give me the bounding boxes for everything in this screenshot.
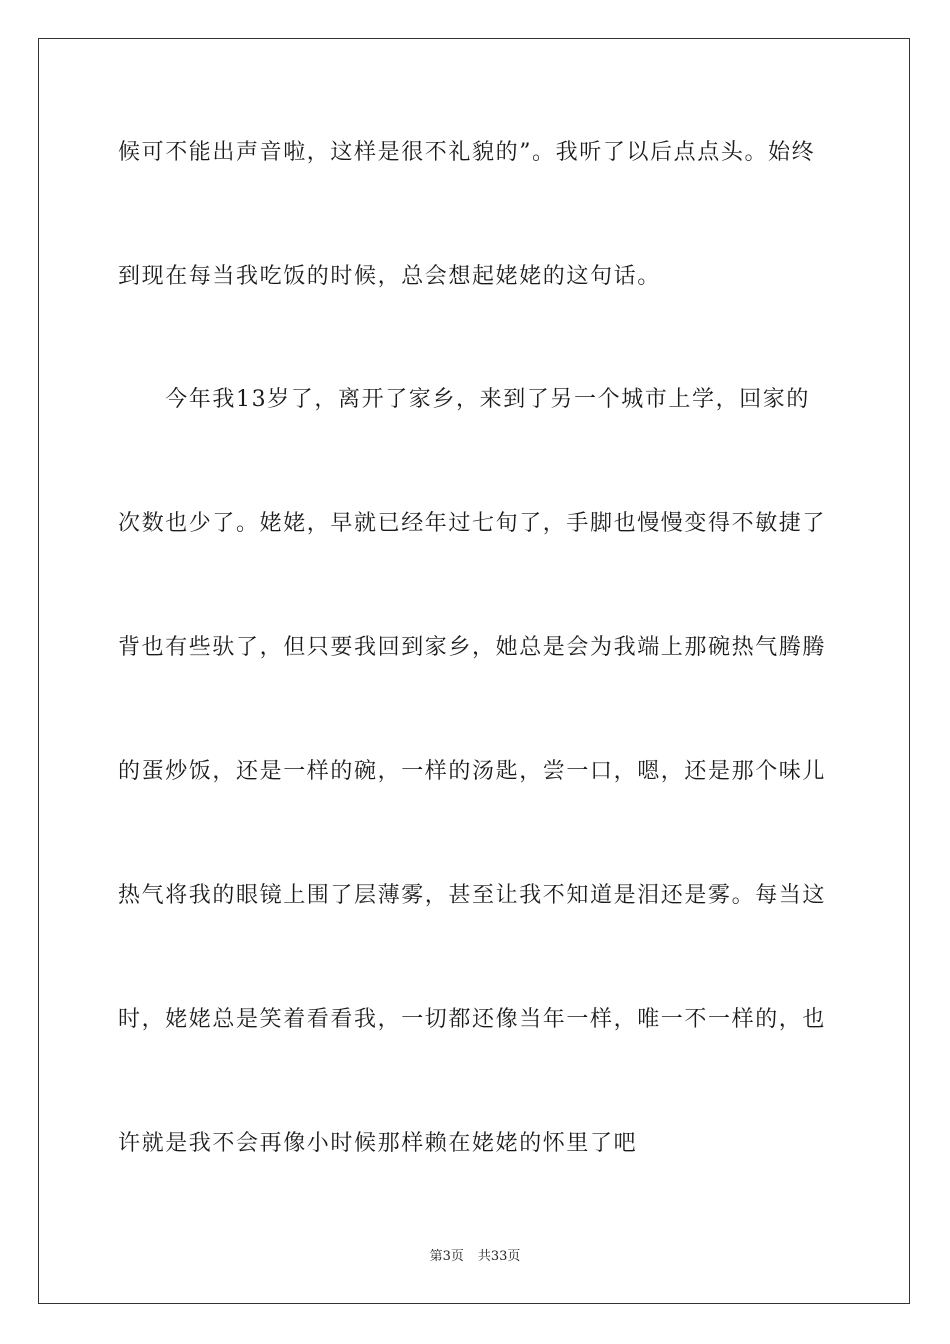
text-line: 候可不能出声音啦，这样是很不礼貌的”。我听了以后点点头。始终 [118,140,816,165]
text-line: 的蛋炒饭，还是一样的碗，一样的汤匙，尝一口，嗯，还是那个味儿 [118,759,827,784]
page-frame [38,38,910,1304]
text-line: 时，姥姥总是笑着看看我，一切都还像当年一样，唯一不一样的，也 [118,1007,827,1032]
page-number: 第3页 [429,1249,464,1264]
page-total: 共33页 [477,1249,521,1264]
text-line: 次数也少了。姥姥，早就已经年过七旬了，手脚也慢慢变得不敏捷了 [118,511,827,536]
text-line: 许就是我不会再像小时候那样赖在姥姥的怀里了吧 [118,1131,638,1156]
text-line: 今年我13岁了，离开了家乡，来到了另一个城市上学，回家的 [118,387,810,412]
page-footer [0,1248,950,1266]
text-line: 热气将我的眼镜上围了层薄雾，甚至让我不知道是泪还是雾。每当这 [118,883,827,908]
text-line: 到现在每当我吃饭的时候，总会想起姥姥的这句话。 [118,264,661,289]
text-line: 背也有些驮了，但只要我回到家乡，她总是会为我端上那碗热气腾腾 [118,635,827,660]
